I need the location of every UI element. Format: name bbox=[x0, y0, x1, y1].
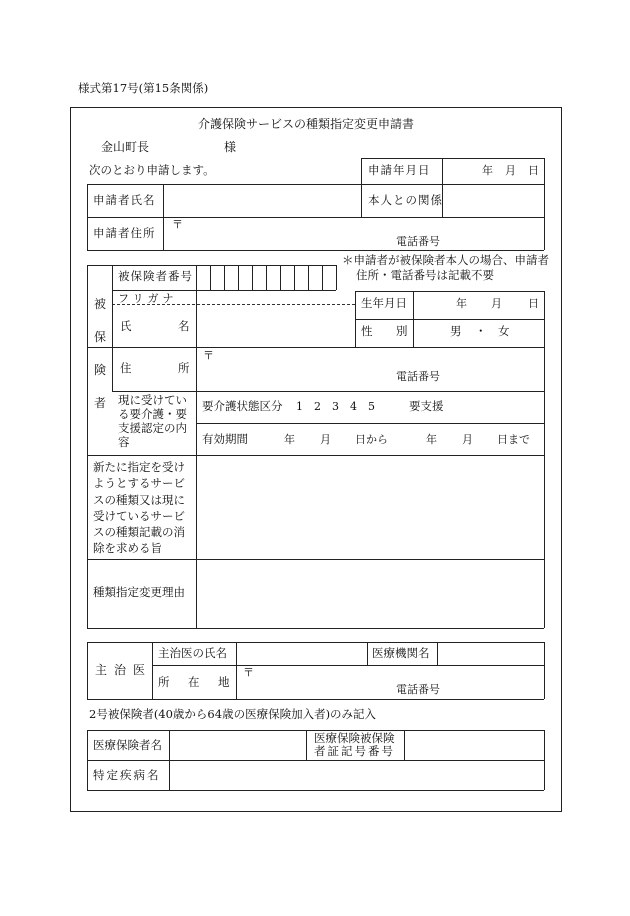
insured-side-char-4: 者 bbox=[94, 396, 107, 410]
form-title: 介護保険サービスの種類指定変更申請書 bbox=[198, 117, 415, 131]
new-service-line-2: ようとするサービ bbox=[93, 476, 185, 490]
sex-female[interactable]: 女 bbox=[498, 324, 510, 338]
valid-from-day: 日から bbox=[355, 433, 388, 446]
doctor-label: 主治医 bbox=[95, 663, 153, 677]
care-level-3[interactable]: 3 bbox=[332, 400, 339, 413]
institution-label: 医療機関名 bbox=[372, 646, 430, 660]
specific-disease-label: 特定疾病名 bbox=[93, 768, 161, 782]
furigana-label: フリガナ bbox=[118, 292, 178, 305]
insured-number-label: 被保険者番号 bbox=[118, 269, 193, 283]
insurer-label: 医療保険者名 bbox=[93, 738, 162, 752]
care-label-line-1: 現に受けてい bbox=[118, 393, 187, 407]
sex-male[interactable]: 男 bbox=[450, 324, 462, 338]
care-level-4[interactable]: 4 bbox=[350, 400, 357, 413]
note-line-1: ＊申請者が被保険者本人の場合、申請者 bbox=[342, 253, 549, 267]
doctor-name-label: 主治医の氏名 bbox=[158, 646, 227, 660]
location-label-a: 所 bbox=[158, 675, 170, 689]
valid-period-label: 有効期間 bbox=[202, 432, 248, 446]
doctor-phone-label: 電話番号 bbox=[396, 683, 440, 696]
insured-address-label-a: 住 bbox=[120, 361, 132, 375]
care-label-line-2: る要介護・要 bbox=[118, 407, 187, 421]
applicant-postal-mark: 〒 bbox=[172, 218, 183, 231]
valid-from-year: 年 bbox=[284, 433, 295, 446]
valid-to-month: 月 bbox=[462, 433, 473, 446]
application-date-label: 申請年月日 bbox=[368, 163, 431, 177]
valid-from-month: 月 bbox=[320, 433, 331, 446]
change-reason-label: 種類指定変更理由 bbox=[93, 585, 185, 599]
birth-date-label: 生年月日 bbox=[361, 296, 407, 310]
sex-separator: ・ bbox=[475, 324, 487, 338]
request-statement: 次のとおり申請します。 bbox=[89, 163, 215, 177]
secondary-insured-note: 2号被保険者(40歳から64歳の医療保険加入者)のみ記入 bbox=[89, 707, 377, 721]
care-level-2[interactable]: 2 bbox=[314, 400, 321, 413]
new-service-line-5: スの種類記載の消 bbox=[93, 525, 185, 539]
addressee: 金山町長 bbox=[101, 140, 150, 154]
support-label[interactable]: 要支援 bbox=[409, 399, 444, 413]
new-service-line-3: スの種類又は現に bbox=[93, 493, 185, 507]
birth-year: 年 bbox=[456, 297, 467, 310]
new-service-line-6: 除を求める旨 bbox=[93, 541, 162, 555]
care-label-line-4: 容 bbox=[118, 435, 130, 449]
location-label-c: 地 bbox=[218, 675, 230, 689]
insured-card-number-line-1: 医療保険被保険 bbox=[314, 731, 395, 745]
doctor-postal-mark: 〒 bbox=[243, 666, 254, 679]
applicant-phone-label: 電話番号 bbox=[396, 235, 440, 248]
application-date-month: 月 bbox=[505, 164, 516, 177]
insured-name-label-b: 名 bbox=[178, 319, 190, 333]
insured-name-label-a: 氏 bbox=[120, 319, 132, 333]
insured-postal-mark: 〒 bbox=[203, 349, 214, 362]
location-label-b: 在 bbox=[188, 675, 200, 689]
form-number: 様式第17号(第15条関係) bbox=[78, 81, 209, 95]
note-line-2: 住所・電話番号は記載不要 bbox=[356, 268, 494, 282]
sex-label-b: 別 bbox=[396, 324, 408, 338]
care-level-5[interactable]: 5 bbox=[368, 400, 375, 413]
insured-side-char-3: 険 bbox=[94, 363, 107, 377]
relation-label: 本人との関係 bbox=[368, 193, 443, 207]
birth-day: 日 bbox=[528, 297, 539, 310]
insured-address-label-b: 所 bbox=[178, 361, 190, 375]
valid-to-year: 年 bbox=[426, 433, 437, 446]
insured-side-char-2: 保 bbox=[94, 330, 107, 344]
care-level-1[interactable]: 1 bbox=[296, 400, 303, 413]
sex-label-a: 性 bbox=[361, 324, 373, 338]
applicant-name-label: 申請者氏名 bbox=[93, 193, 156, 207]
insured-card-number-line-2: 者証記号番号 bbox=[314, 744, 395, 758]
insured-side-char-1: 被 bbox=[94, 297, 107, 311]
application-date-day: 日 bbox=[528, 164, 539, 177]
application-date-year: 年 bbox=[482, 164, 493, 177]
applicant-address-label: 申請者住所 bbox=[93, 226, 156, 240]
valid-to-day: 日まで bbox=[497, 433, 530, 446]
addressee-honorific: 様 bbox=[224, 140, 237, 154]
new-service-line-4: 受けているサービ bbox=[93, 509, 185, 523]
insured-phone-label: 電話番号 bbox=[396, 370, 440, 383]
care-level-label: 要介護状態区分 bbox=[202, 399, 283, 413]
new-service-line-1: 新たに指定を受け bbox=[93, 460, 185, 474]
birth-month: 月 bbox=[491, 297, 502, 310]
care-label-line-3: 支援認定の内 bbox=[118, 421, 187, 435]
